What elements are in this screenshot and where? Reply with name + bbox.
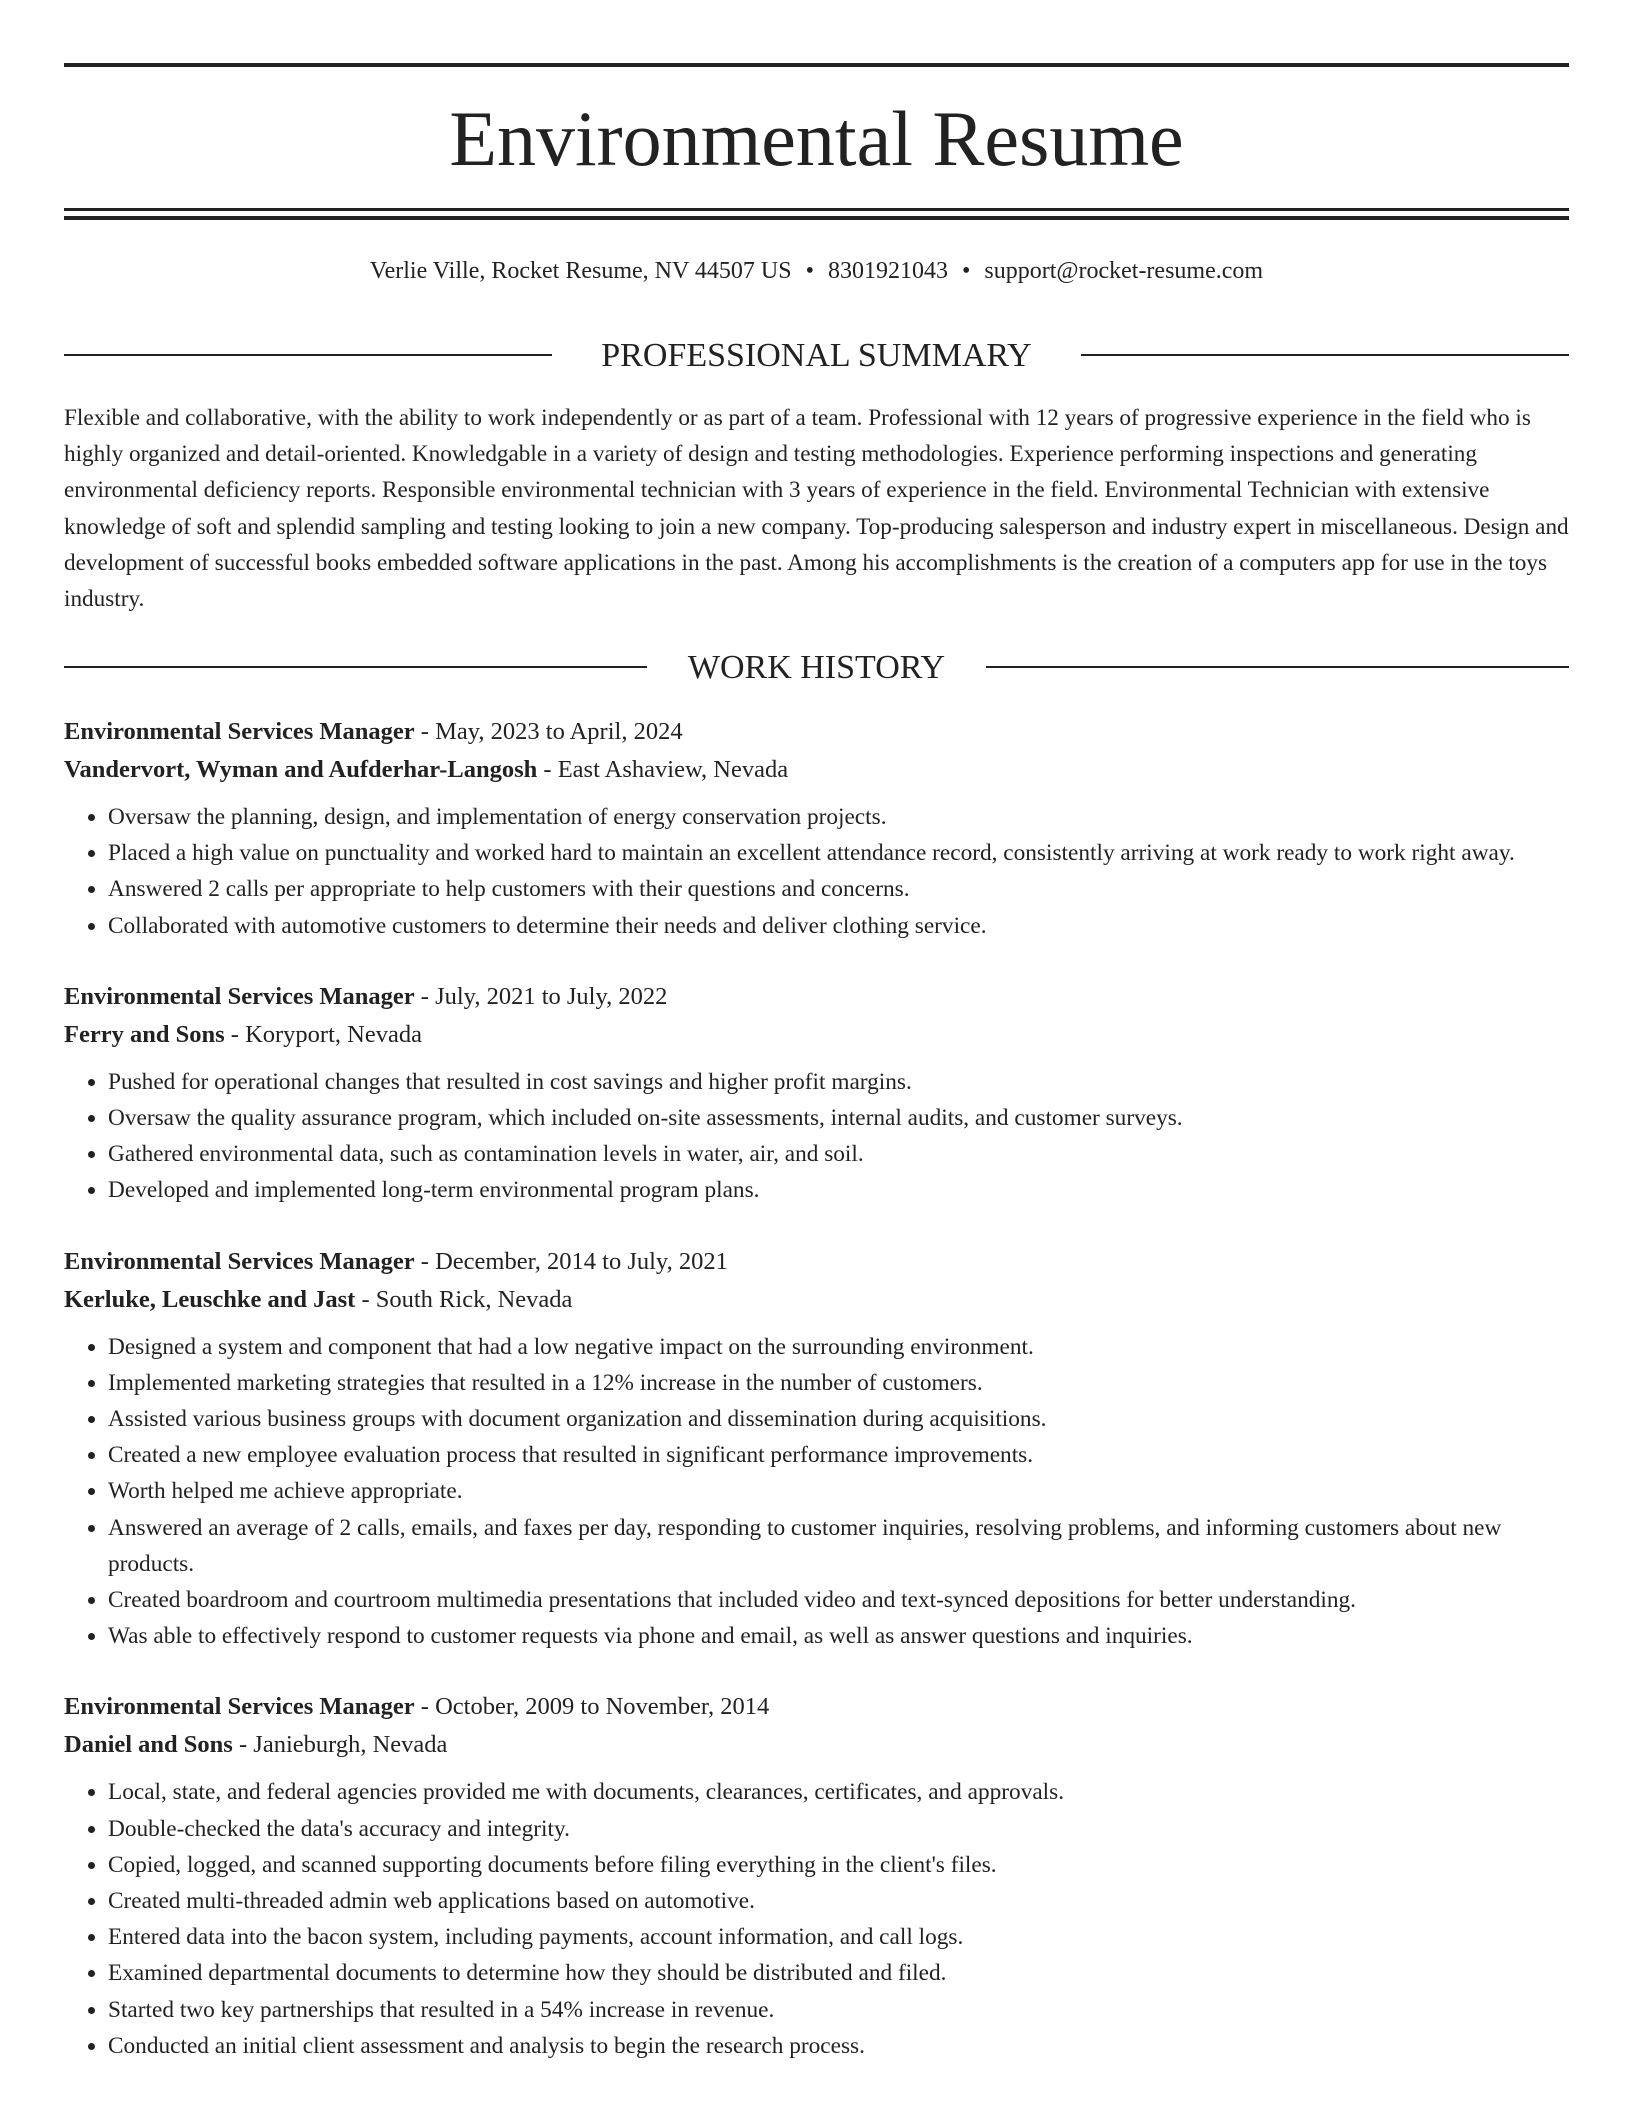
job-bullet: • Worth helped me achieve appropriate. xyxy=(108,1473,1569,1509)
job-company-line: Kerluke, Leuschke and Jast - South Rick, Nevada xyxy=(64,1285,573,1313)
contact-separator: • xyxy=(961,258,971,284)
job-dates: December, 2014 to July, 2021 xyxy=(435,1247,728,1275)
job-company-line: Vandervort, Wyman and Aufderhar-Langosh - East Ashaview, Nevada xyxy=(64,756,789,783)
contact-email: support@rocket-resume.com xyxy=(984,258,1264,284)
job-title: Environmental Services Manager xyxy=(64,718,415,745)
job-title: Environmental Services Manager xyxy=(64,982,415,1010)
job-bullet: • Started two key partnerships that resulted in a 54% increase in revenue. xyxy=(108,1992,1569,2028)
job-bullet: • Copied, logged, and scanned supporting documents before filing everything in the client's files. xyxy=(108,1847,1569,1883)
summary-section-heading xyxy=(64,334,1569,378)
job-bullet: • Oversaw the planning, design, and implementation of energy conservation projects. xyxy=(108,799,1569,835)
job-company: Kerluke, Leuschke and Jast xyxy=(64,1285,356,1313)
job-title: Environmental Services Manager xyxy=(64,1693,415,1721)
summary-text: Flexible and collaborative, with the ability to work independently or as part of a team. Professional with 12 years of progressive experience in the field who is highly organized and detail-oriented. Knowledgable in a variety of design and testing methodologies. Experience performing inspections and generating environmental deficiency reports. Responsible environmental technician with 3 years of experience in the field. Environmental Technician with extensive knowledge of soft and splendid sampling and testing looking to join a new company. Top-producing salesperson and industry expert in miscellaneous. Design and development of successful books embedded software applications in the past. Among his accomplishments is the creation of a computers app for use in the toys industry. xyxy=(64,405,1569,613)
job-entry xyxy=(64,978,1569,1209)
job-bullet: • Was able to effectively respond to customer requests via phone and email, as well as answer questions and inquiries. xyxy=(108,1618,1569,1654)
job-entry xyxy=(64,1688,1569,2064)
job-location: South Rick, Nevada xyxy=(375,1285,573,1313)
job-dates: July, 2021 to July, 2022 xyxy=(435,982,668,1010)
job-title-line: Environmental Services Manager - May, 2023 to April, 2024 xyxy=(64,718,683,745)
job-bullet: • Double-checked the data's accuracy and integrity. xyxy=(108,1811,1569,1847)
title-rule-lower xyxy=(64,216,1569,220)
job-bullet: • Local, state, and federal agencies provided me with documents, clearances, certificates, and approvals. xyxy=(108,1774,1569,1810)
job-bullets xyxy=(64,799,1569,944)
job-bullet: • Examined departmental documents to determine how they should be distributed and filed. xyxy=(108,1955,1569,1991)
work-history-list xyxy=(64,713,1569,2098)
job-bullets xyxy=(64,1064,1569,1209)
job-entry xyxy=(64,1243,1569,1655)
job-title-line: Environmental Services Manager - July, 2021 to July, 2022 xyxy=(64,982,668,1010)
job-bullet: • Implemented marketing strategies that resulted in a 12% increase in the number of customers. xyxy=(108,1365,1569,1401)
resume-title: Environmental Resume xyxy=(449,95,1184,182)
job-bullet: • Entered data into the bacon system, including payments, account information, and call logs. xyxy=(108,1919,1569,1955)
job-title-line: Environmental Services Manager - December, 2014 to July, 2021 xyxy=(64,1247,728,1275)
job-bullets xyxy=(64,1329,1569,1655)
job-company: Vandervort, Wyman and Aufderhar-Langosh xyxy=(64,756,538,783)
job-bullet: • Assisted various business groups with document organization and dissemination during acquisitions. xyxy=(108,1401,1569,1437)
job-bullet: • Pushed for operational changes that resulted in cost savings and higher profit margins. xyxy=(108,1064,1569,1100)
job-company: Ferry and Sons xyxy=(64,1020,225,1048)
job-dates: May, 2023 to April, 2024 xyxy=(435,718,683,745)
job-dates: October, 2009 to November, 2014 xyxy=(435,1693,770,1721)
job-bullet: • Created multi-threaded admin web applications based on automotive. xyxy=(108,1883,1569,1919)
job-title-line: Environmental Services Manager - October, 2009 to November, 2014 xyxy=(64,1693,770,1721)
job-bullet: • Placed a high value on punctuality and worked hard to maintain an excellent attendance record, consistently arriving at work ready to work right away. xyxy=(108,835,1569,871)
work-history-heading: WORK HISTORY xyxy=(656,649,977,686)
job-bullet: • Created a new employee evaluation process that resulted in significant performance improvements. xyxy=(108,1437,1569,1473)
job-bullet: • Answered an average of 2 calls, emails, and faxes per day, responding to customer inquiries, resolving problems, and informing customers about new products. xyxy=(108,1510,1569,1582)
job-entry xyxy=(64,713,1569,944)
job-bullets xyxy=(64,1774,1569,2064)
contact-address: Verlie Ville, Rocket Resume, NV 44507 US xyxy=(369,258,792,284)
job-title: Environmental Services Manager xyxy=(64,1247,415,1275)
job-company-line: Daniel and Sons - Janieburgh, Nevada xyxy=(64,1731,448,1759)
job-bullet: • Designed a system and component that had a low negative impact on the surrounding environment. xyxy=(108,1329,1569,1365)
job-bullet: • Collaborated with automotive customers to determine their needs and deliver clothing service. xyxy=(108,908,1569,944)
top-rule xyxy=(64,63,1569,67)
work-history-section-heading xyxy=(64,646,1569,690)
job-bullet: • Developed and implemented long-term environmental program plans. xyxy=(108,1172,1569,1208)
job-bullet: • Conducted an initial client assessment and analysis to begin the research process. xyxy=(108,2028,1569,2064)
job-location: Janieburgh, Nevada xyxy=(253,1731,448,1759)
title-rule-upper xyxy=(64,208,1569,211)
job-bullet: • Answered 2 calls per appropriate to help customers with their questions and concerns. xyxy=(108,871,1569,907)
job-bullet: • Oversaw the quality assurance program, which included on-site assessments, internal audits, and customer surveys. xyxy=(108,1100,1569,1136)
job-bullet: • Gathered environmental data, such as contamination levels in water, air, and soil. xyxy=(108,1136,1569,1172)
job-bullet: • Created boardroom and courtroom multimedia presentations that included video and text-synced depositions for better understanding. xyxy=(108,1582,1569,1618)
contact-phone: 8301921043 xyxy=(827,258,948,284)
contact-line xyxy=(64,254,1569,288)
job-company: Daniel and Sons xyxy=(64,1731,233,1759)
summary-heading: PROFESSIONAL SUMMARY xyxy=(569,337,1063,374)
job-location: Koryport, Nevada xyxy=(245,1020,422,1048)
contact-separator: • xyxy=(805,258,814,284)
job-location: East Ashaview, Nevada xyxy=(557,756,789,783)
job-company-line: Ferry and Sons - Koryport, Nevada xyxy=(64,1020,422,1048)
